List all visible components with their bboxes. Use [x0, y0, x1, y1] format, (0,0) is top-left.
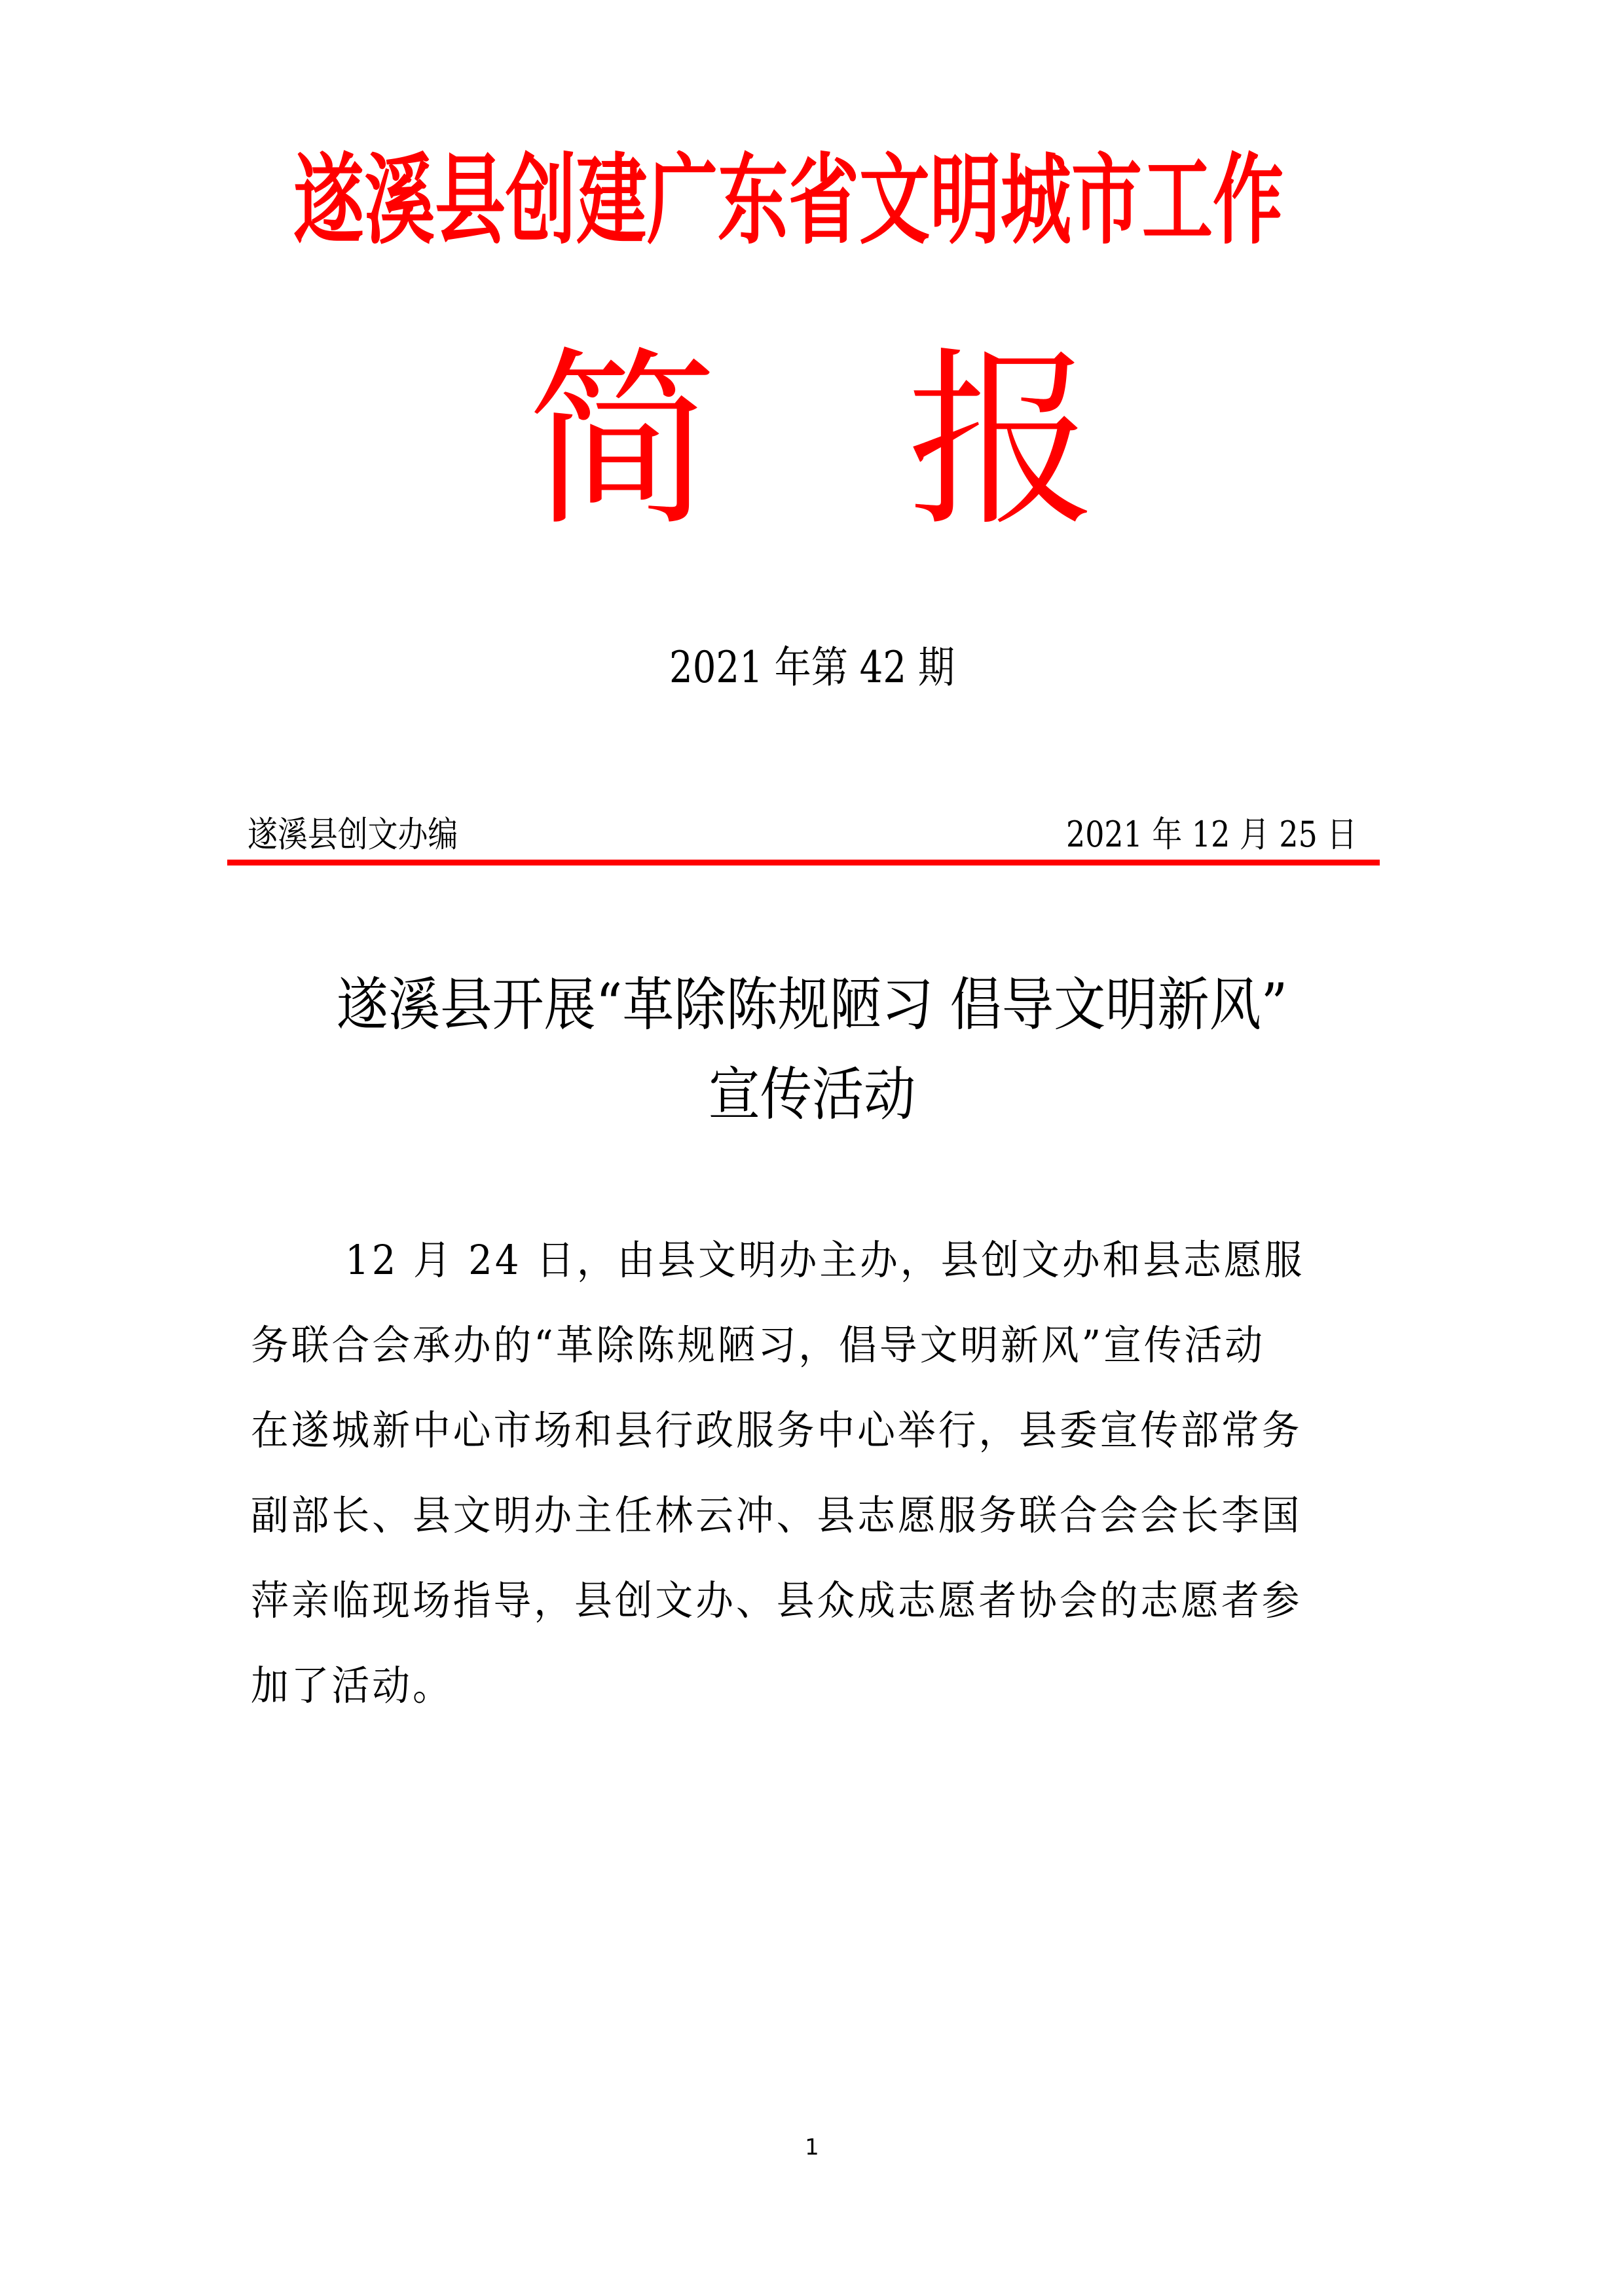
brief-char-bao: 报: [907, 331, 1097, 552]
body-line: 在遂城新中心市场和县行政服务中心举行，县委宣传部常务: [251, 1406, 1302, 1454]
article-headline-line-2: 宣传活动: [708, 1061, 916, 1128]
red-divider-rule: [227, 860, 1380, 866]
page-number: 1: [805, 2134, 819, 2160]
article-headline-line-1: 遂溪县开展“革除陈规陋习 倡导文明新风”: [336, 971, 1288, 1038]
issue-date: 2021 年 12 月 25 日: [1066, 814, 1357, 855]
masthead-brief-heading: [0, 331, 1624, 552]
brief-char-jian: 简: [527, 331, 717, 552]
issue-number: 2021 年第 42 期: [669, 642, 955, 693]
body-line: 加了活动。: [251, 1662, 453, 1709]
masthead-title: 遂溪县创建广东省文明城市工作: [293, 144, 1284, 258]
body-line: 12 月 24 日，由县文明办主办，县创文办和县志愿服: [345, 1236, 1305, 1284]
editor-label: 遂溪县创文办编: [248, 814, 458, 855]
body-line: 副部长、县文明办主任林云冲、县志愿服务联合会会长李国: [251, 1491, 1302, 1539]
body-line: 务联合会承办的“革除陈规陋习，倡导文明新风”宣传活动: [251, 1321, 1266, 1369]
body-line: 萍亲临现场指导，县创文办、县众成志愿者协会的志愿者参: [251, 1576, 1302, 1624]
